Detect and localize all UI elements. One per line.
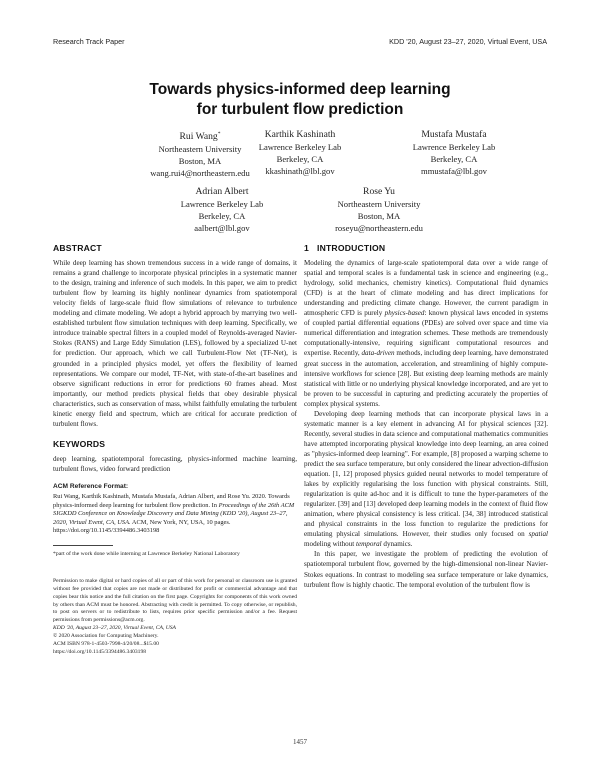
right-column: [304, 243, 548, 590]
author-name: Karthik Kashinath: [264, 129, 336, 140]
author-name: Rose Yu: [363, 186, 395, 197]
abstract-heading: ABSTRACT: [53, 243, 102, 253]
author-email: aalbert@lbl.gov: [194, 223, 250, 233]
author-name: Mustafa Mustafa: [421, 129, 487, 140]
author-block: [364, 128, 544, 177]
acm-reference-authors: Rui Wang, Karthik Kashinath, Mustafa Mustafa, Adrian Albert, and Rose Yu. 2020. Towards physics-informed deep learning for turbulent flow prediction. In: [53, 493, 290, 509]
author-location: Berkeley, CA: [198, 211, 246, 221]
author-location: Berkeley, CA: [430, 154, 478, 164]
abstract-text: While deep learning has shown tremendous success in a wide range of domains, it remains a grand challenge to incorporate physical principles in a systematic manner to the design, training and inference of such models. In this paper, we aim to predict turbulent flow by learning its highly nonlinear dynamics from spatiotemporal velocity fields of large-scale fluid flow simulations of relevance to turbulence modeling and climate modeling. We adopt a hybrid approach by marrying two well-established turbulent flow simulation techniques with deep learning. Specifically, we introduce trainable spectral filters in a coupled model of Reynolds-averaged Navier-Stokes (RANS) and Large Eddy Simulation (LES), followed by a specialized U-net for prediction. Our approach, which we call Turbulent-Flow Net (TF-Net), is grounded in a principled physics model, yet offers the flexibility of learned representations. We compare our model, TF-Net, with state-of-the-art baselines and observe significant reductions in error for predictions 60 frames ahead. Most importantly, our method predicts physical fields that obey desirable physical characteristics, such as conservation of mass, whilst faithfully emulating the turbulent kinetic energy field and spectrum, which are critical for accurate prediction of turbulent flows.: [53, 259, 297, 428]
running-header-left: Research Track Paper: [53, 37, 125, 46]
author-email: roseyu@northeastern.edu: [335, 223, 423, 233]
section-title: INTRODUCTION: [316, 243, 386, 253]
author-email: wang.rui4@northeastern.edu: [150, 168, 250, 179]
author-location: Boston, MA: [178, 156, 222, 167]
permission-text: Permission to make digital or hard copies of all or part of this work for personal or classroom use is granted without fee provided that copies are not made or distributed for profit or commercial advantage and that copies bear this notice and the full citation on the first page. Copyrights for components of this work owned by others than ACM must be honored. Abstracting with credit is permitted. To copy otherwise, or republish, to post on servers or to redistribute to lists, requires prior specific permission and/or a fee. Request permissions from permissions@acm.org.: [53, 578, 297, 624]
permission-venue: KDD '20, August 23–27, 2020, Virtual Event, CA, USA: [53, 625, 176, 632]
author-footnote-mark: *: [217, 131, 221, 137]
author-affiliation: Northeastern University: [158, 144, 242, 155]
author-affiliation: Northeastern University: [337, 199, 421, 209]
author-name: Adrian Albert: [195, 186, 249, 197]
paper-title: [0, 80, 600, 120]
keywords-text: deep learning, spatiotemporal forecasting, physics-informed machine learning, turbulent flows, video forward prediction: [53, 454, 297, 473]
author-name: Rui Wang: [179, 131, 218, 143]
acm-reference-publisher: ACM, New York, NY, USA, 10 pages. https://doi.org/10.1145/3394486.3403198: [53, 518, 231, 535]
author-email: mmustafa@lbl.gov: [421, 166, 487, 176]
acm-reference-text: [53, 493, 297, 536]
intro-paragraph-3: In this paper, we investigate the problem of predicting the evolution of spatiotemporal turbulent flow, governed by the high-dimensional non-linear Navier-Stokes equations. In contrast to modeling sea surface temperature or lake dynamics, turbulent flow is highly chaotic. The temporal evolution of the turbulent flow is: [304, 550, 548, 589]
introduction-heading: [304, 243, 548, 253]
author-location: Berkeley, CA: [276, 154, 324, 164]
author-affiliation: Lawrence Berkeley Lab: [258, 142, 342, 152]
intro-paragraph-2: Developing deep learning methods that can incorporate physical laws in a systematic manner is a key element in advancing AI for physical sciences [32]. Recently, several studies in data science and computational mathematics communities have attempted incorporating physical knowledge into deep learning, an area coined as "physics-informed deep learning". For example, [8] proposed a warping scheme to predict the sea surface temperature, but only considered the linear advection-diffusion equation. [1, 12] proposed physics guided neural networks to model temperature of lakes by explicitly regularising the loss function with physical constraints. Still, regularization is quite ad-hoc and it is difficult to tune the hyper-parameters of the regularizer. [39] and [13] developed deep learning models in the context of fluid flow animation, where physical consistency is less critical. [34, 38] introduced statistical and physical constraints in the loss function to regularize the predictions for emulating physical simulations. However, their studies only focused on spatial modeling without temporal dynamics.: [304, 409, 548, 549]
keywords-heading: KEYWORDS: [53, 438, 106, 449]
acm-reference-proceedings: Proceedings of the 26th ACM SIGKDD Conference on Knowledge Discovery and Data Mining (KDD '20), August 23–27, 2020, Virtual Event, CA, USA.: [53, 501, 295, 526]
section-number: 1: [304, 243, 309, 253]
author-block: [289, 185, 469, 234]
author-footnote: *part of the work done while interning at Lawrence Berkeley National Laboratory: [53, 551, 240, 557]
author-email: kkashinath@lbl.gov: [265, 166, 335, 176]
author-location: Boston, MA: [357, 211, 401, 221]
permission-doi: https://doi.org/10.1145/3394486.3403198: [53, 648, 147, 655]
intro-paragraph-1: Modeling the dynamics of large-scale spatiotemporal data over a wide range of spatial and temporal scales is a fundamental task in science and engineering (e.g., hydrology, solid mechanics, chemistry kinetics). Computational fluid dynamics (CFD) is at the heart of climate modeling and has direct implications for understanding and predicting climate change. However, the current paradigm in atmospheric CFD is purely physics-based: known physical laws encoded in systems of coupled partial differential equations (PDEs) are solved over space and time via numerical differentiation and integration schemes. These methods are tremendously computationally-intensive, requiring significant computational resources and expertise. Recently, data-driven methods, including deep learning, have demonstrated great success in the automation, acceleration, and streamlining of highly compute-intensive workflows for science [28]. But existing deep learning methods are mainly statistical with little or no underlying physical knowledge incorporated, and are yet to be proven to be successful in capturing and predicting accurately the properties of complex physical systems.: [304, 259, 548, 408]
footnote-rule: [53, 545, 113, 546]
author-block: [132, 185, 312, 234]
permission-isbn: ACM ISBN 978-1-4503-7998-4/20/08...$15.00: [53, 640, 159, 647]
author-affiliation: Lawrence Berkeley Lab: [180, 199, 264, 209]
author-affiliation: Lawrence Berkeley Lab: [412, 142, 496, 152]
author-block: [210, 128, 390, 177]
left-column: [53, 243, 297, 656]
running-header-right: KDD '20, August 23–27, 2020, Virtual Event, USA: [389, 37, 547, 46]
page-number: 1457: [293, 738, 307, 746]
permission-block: [53, 578, 297, 656]
title-line-2: for turbulent flow prediction: [196, 101, 404, 118]
title-line-1: Towards physics-informed deep learning: [149, 81, 451, 98]
acm-reference-heading: ACM Reference Format:: [53, 482, 129, 490]
permission-copyright: © 2020 Association for Computing Machinery.: [53, 632, 159, 639]
